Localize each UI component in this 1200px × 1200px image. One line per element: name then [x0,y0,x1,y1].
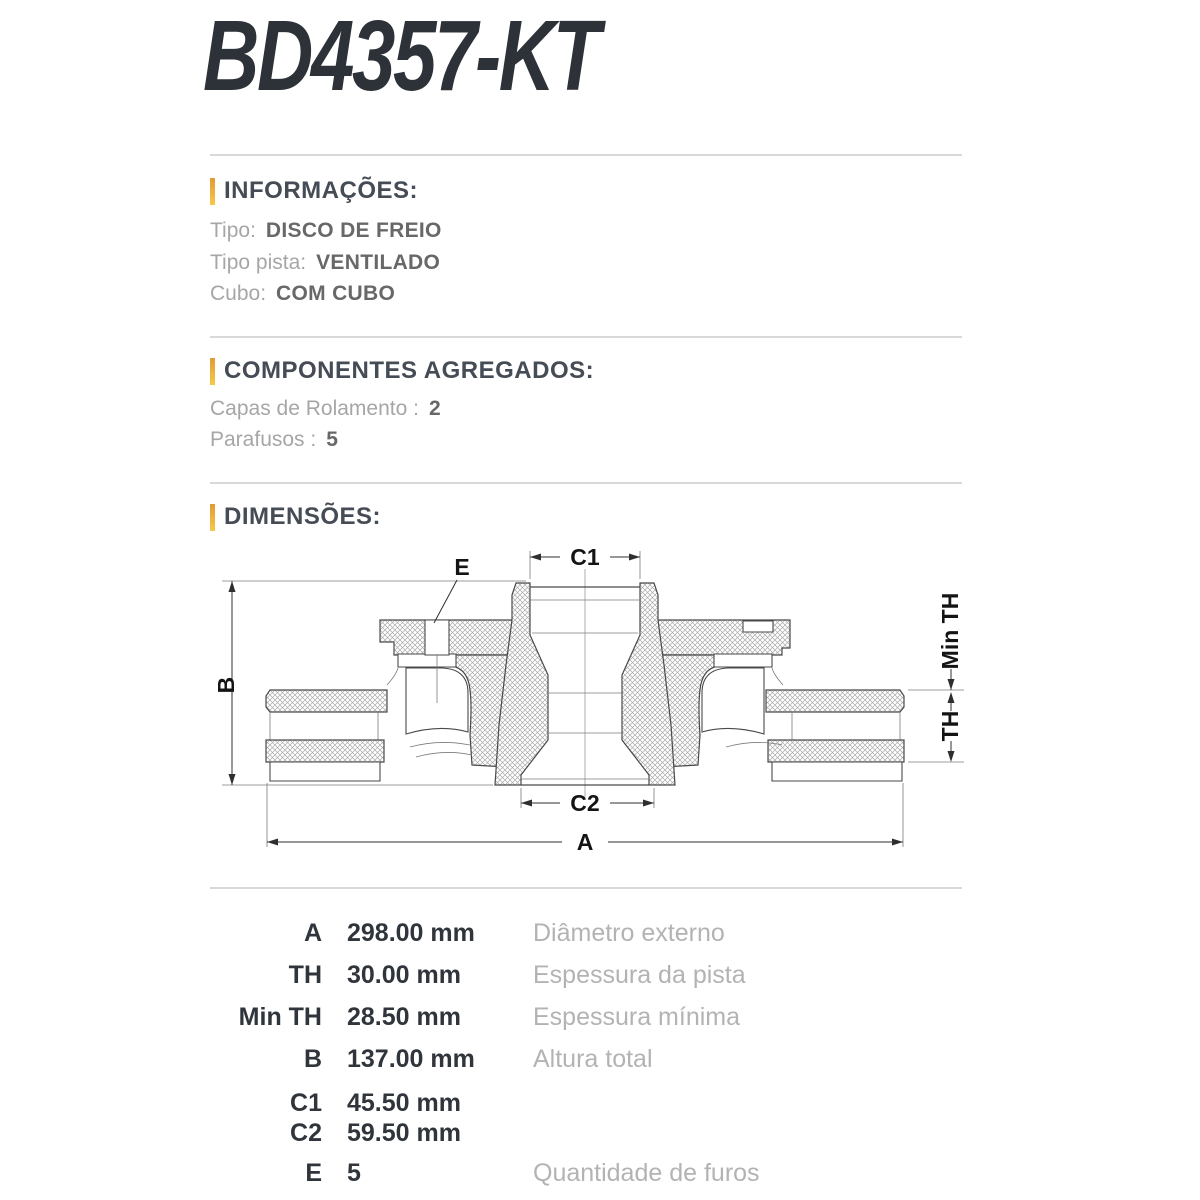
info-row-cubo [210,282,395,306]
divider [210,154,962,156]
accent-bar [210,504,215,531]
dim-key: Min TH [238,1003,322,1031]
info-value: VENTILADO [316,251,441,274]
dim-key: TH [288,961,322,989]
info-label: Capas de Rolamento : [210,397,419,420]
dim-value: 5 [347,1159,361,1187]
left-outer-lip [270,762,380,781]
left-bearing-seat [398,654,456,667]
info-row-tipo-pista [210,251,440,275]
component-row-parafusos [210,428,338,452]
right-lower-plate [768,740,904,762]
right-flange-notch [743,621,773,632]
dim-description: Espessura mínima [533,1003,741,1031]
accent-bar [210,358,215,385]
dim-key: C1 [290,1089,322,1117]
dim-value: 28.50 mm [347,1003,461,1031]
dim-key: B [303,1045,322,1073]
dim-key: A [303,919,322,947]
dim-description: Altura total [533,1045,653,1073]
divider [210,482,962,484]
info-value: 2 [428,397,441,420]
dim-description: Espessura da pista [533,961,746,989]
info-row-tipo [210,219,442,243]
dim-key: E [305,1159,322,1187]
left-upper-plate [266,690,387,712]
dim-description: Diâmetro externo [533,919,725,947]
component-row-capas [210,397,441,421]
dim-label-e: E [454,554,470,580]
divider [210,887,962,889]
dim-value: 298.00 mm [347,919,475,947]
right-outer-lip [772,762,902,781]
bolt-hole [425,620,449,655]
right-bearing-seat [714,654,772,667]
info-label: Parafusos : [210,428,317,451]
section-title: COMPONENTES AGREGADOS: [224,357,595,384]
dim-value: 137.00 mm [347,1045,475,1073]
dim-value: 30.00 mm [347,961,461,989]
right-arch-cutout [702,668,764,734]
info-label: Cubo: [210,282,267,305]
info-value: 5 [326,428,339,451]
dim-key: C2 [290,1119,322,1147]
dim-label-c2: C2 [570,790,600,816]
section-heading-informacoes [210,177,418,205]
brake-disc-cross-section-drawing [210,535,970,870]
info-label: Tipo pista: [210,251,307,274]
section-heading-componentes [210,357,594,385]
dim-label-c1: C1 [570,544,600,570]
dim-label-min-th: Min TH [937,592,963,670]
left-lower-plate [266,740,384,762]
dim-description: Quantidade de furos [533,1159,760,1187]
section-title: DIMENSÕES: [224,503,382,530]
dim-label-b: B [213,676,239,694]
section-title: INFORMAÇÕES: [224,177,418,204]
section-heading-dimensoes [210,503,381,531]
info-value: COM CUBO [276,282,396,305]
dim-value: 45.50 mm [347,1089,461,1117]
dim-label-a: A [576,829,594,855]
dim-label-th: TH [937,710,963,742]
info-label: Tipo: [210,219,256,242]
divider [210,336,962,338]
right-upper-plate [766,690,904,712]
page-title: BD4357-KT [203,0,599,112]
dim-value: 59.50 mm [347,1119,461,1147]
left-flange [380,620,520,655]
info-value: DISCO DE FREIO [265,219,442,242]
accent-bar [210,178,215,205]
